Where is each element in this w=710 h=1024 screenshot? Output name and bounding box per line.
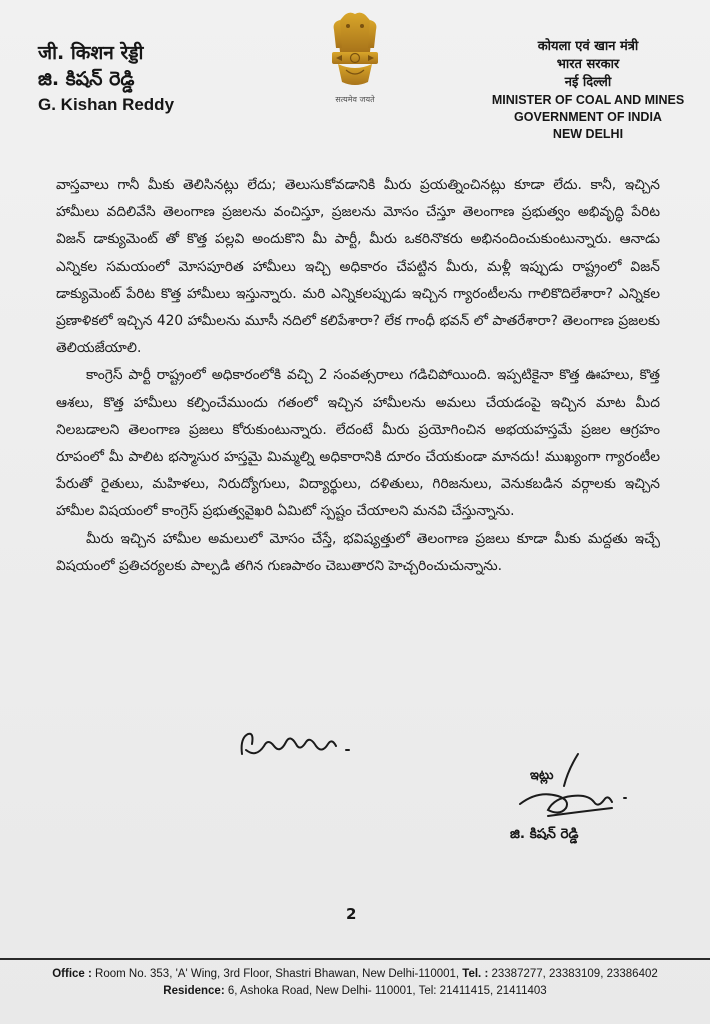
name-english: G. Kishan Reddy	[38, 95, 175, 114]
footer-office-line	[0, 966, 710, 983]
title-hindi-3: नई दिल्ली	[564, 75, 612, 90]
title-hindi-1: कोयला एवं खान मंत्री	[537, 39, 639, 54]
signature-icon	[508, 750, 638, 830]
letterhead-title-block	[488, 38, 688, 143]
page-number: 2	[346, 905, 357, 923]
title-english-3: NEW DELHI	[552, 127, 624, 141]
name-hindi: जी. किशन रेड्डी	[38, 42, 144, 64]
body-paragraph-2: కాంగ్రెస్ పార్టీ రాష్ట్రంలో అధికారంలోకి వచ్చి 2 సంవత్సరాలు గడిచిపోయింది. ఇప్పటికైనా కొత్త ఊహలు, కొత్త ఆశలు, కొత్త హామీలు కల్పించేముందు గతంలో ఇచ్చిన హామీలను అమలు చేయడంపై ఇచ్చిన మాట మీద నిలబడాలని తెలంగాణ ప్రజలు కోరుకుంటున్నారు. లేదంటే మీరు ప్రయోగించిన అభయహస్తమే ప్రజల ఆగ్రహం రూపంలో మీ పాలిట భస్మాసుర హస్తమై మిమ్మల్ని అధికారానికి దూరం చేయకుండా మానదు! ముఖ్యంగా గ్యారంటీల పేరుతో రైతులు, మహిళలు, నిరుద్యోగులు, విద్యార్థులు, దళితులు, గిరిజనులు, వెనుకబడిన వర్గాలకు ఇచ్చిన హామీల విషయంలో కాంగ్రెస్ ప్రభుత్వవైఖరి ఏమిటో స్పష్టం చేయాలని మనవి చేస్తున్నాను.	[56, 367, 660, 520]
emblem-motto: सत्यमेव जयते	[335, 95, 375, 104]
office-label: Office :	[52, 968, 92, 980]
office-address: Room No. 353, 'A' Wing, 3rd Floor, Shastri Bhawan, New Delhi-110001,	[95, 968, 460, 980]
name-telugu: జి. కిషన్ రెడ్డి	[38, 68, 135, 90]
signatory-name: జి. కిషన్ రెడ్డి	[510, 826, 579, 842]
lion-capital-icon	[318, 8, 392, 96]
state-emblem	[318, 8, 392, 108]
footer-address	[0, 966, 710, 1000]
office-tel-label: Tel. :	[462, 968, 489, 980]
handwritten-closing-mark	[236, 724, 376, 764]
residence-address: 6, Ashoka Road, New Delhi- 110001, Tel: 21411415, 21411403	[227, 985, 547, 997]
sign-off: ఇట్లు	[530, 768, 554, 783]
body-paragraph-1: వాస్తవాలు గానీ మీకు తెలిసినట్లు లేదు; తెలుసుకోవడానికి మీరు ప్రయత్నించినట్లు కూడా లేదు. కానీ, ఇచ్చిన హామీలు వదిలివేసి తెలంగాణ ప్రజలను వంచిస్తూ, ప్రజలను మోసం చేస్తూ తెలంగాణ ప్రభుత్వం అభివృద్ధి పేరిట విజన్ డాక్యుమెంట్ తో కొత్త పల్లవి అందుకొని మీ పార్టీ, మీరు ఒకరినొకరు అభినందించుకుంటున్నారు. ఆనాడు ఎన్నికల సమయంలో మోసపూరిత హామీలు ఇచ్చి అధికారం చేపట్టిన మీరు, మళ్లీ ఇప్పుడు రాష్ట్రంలో విజన్ డాక్యుమెంట్ పేరిట కొత్త హామీలు ఇస్తున్నారు. మరి ఎన్నికలప్పుడు ఇచ్చిన గ్యారంటీలను గాలికొదిలేశారా? ఎన్నికల ప్రణాళికలో ఇచ్చిన 420 హామీలను మూసీ నదిలో కలిపేశారా? లేక గాంధీ భవన్ లో పాతరేశారా? తెలంగాణ ప్రజలకు తెలియజేయాలి.	[56, 177, 660, 357]
letterhead-name-block	[38, 40, 174, 118]
residence-label: Residence:	[163, 985, 225, 997]
body-paragraph-3: మీరు ఇచ్చిన హామీల అమలులో మోసం చేస్తే, భవిష్యత్తులో తెలంగాణ ప్రజలు కూడా మీకు మద్దతు ఇచ్చే విషయంలో ప్రతిచర్యలకు పాల్పడి తగిన గుణపాఠం చెబుతారని హెచ్చరించుచున్నాను.	[56, 530, 660, 574]
footer-divider	[0, 958, 710, 960]
footer-residence-line	[0, 983, 710, 1000]
title-hindi-2: भारत सरकार	[556, 57, 620, 72]
letter-body	[56, 172, 660, 580]
title-english-2: GOVERNMENT OF INDIA	[514, 110, 662, 124]
title-english-1: MINISTER OF COAL AND MINES	[491, 93, 685, 107]
office-tel: 23387277, 23383109, 23386402	[491, 968, 658, 980]
